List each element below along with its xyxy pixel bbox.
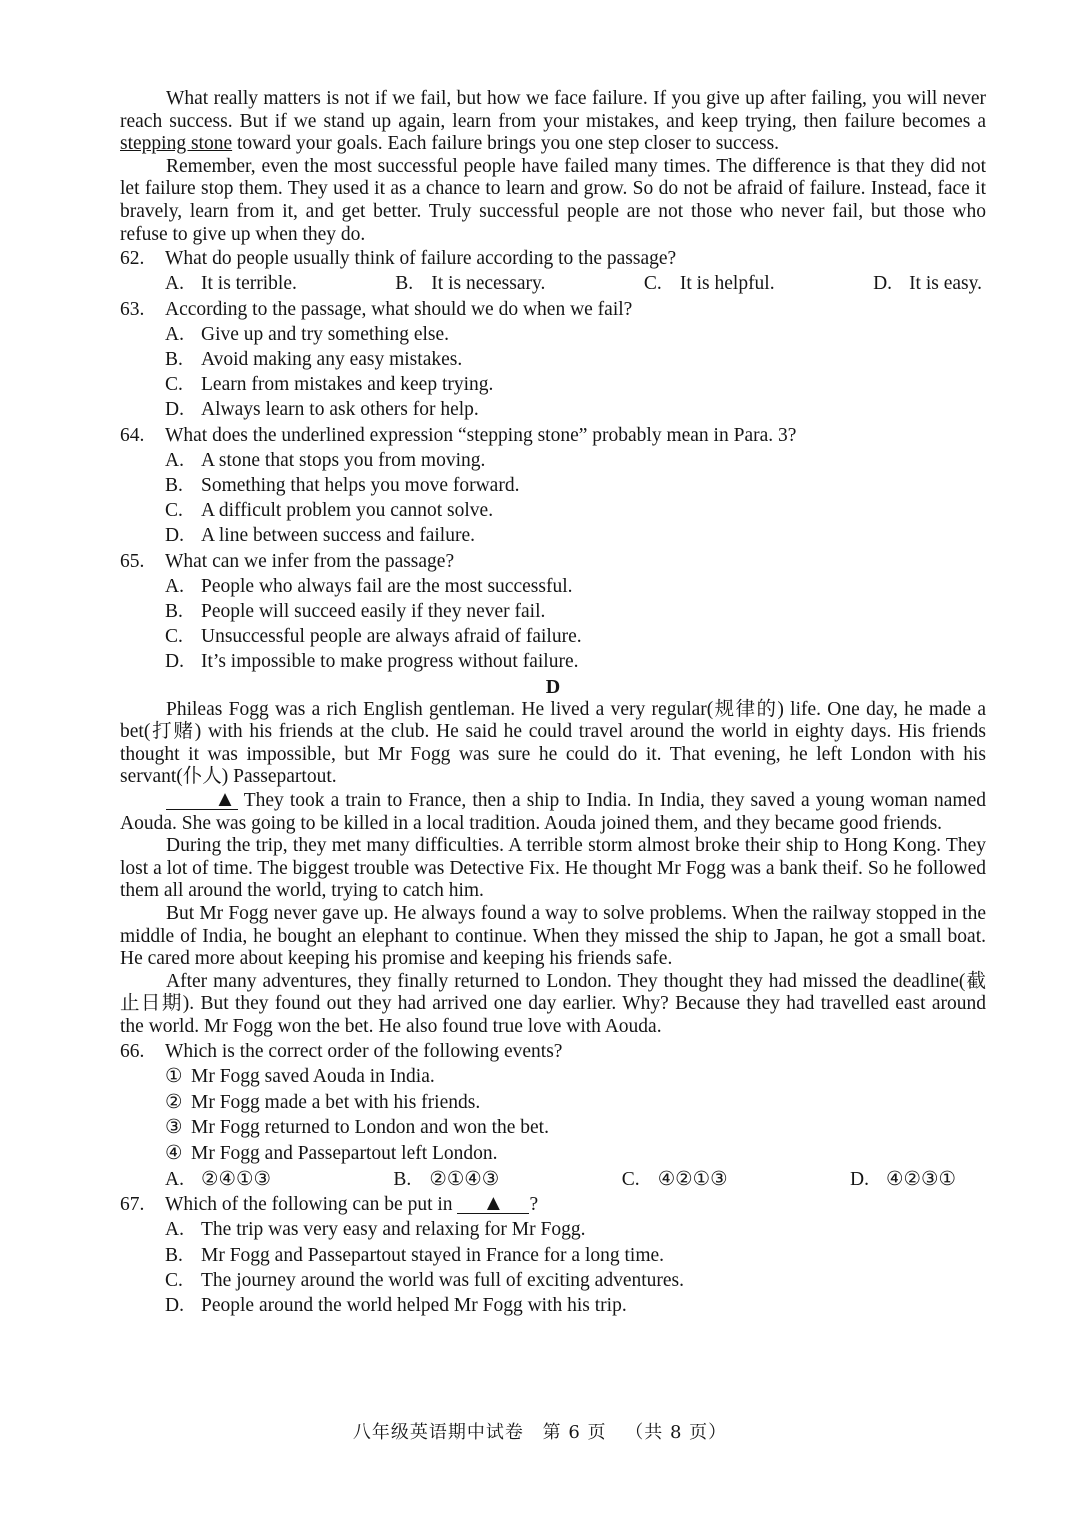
option-text: ②④①③ <box>201 1168 271 1190</box>
stem-text: ? <box>529 1194 539 1216</box>
question-number: 66. <box>120 1040 145 1062</box>
option-d[interactable] <box>165 397 986 422</box>
question-62 <box>120 246 986 296</box>
question-65 <box>120 549 986 675</box>
passage-c-paragraph-3 <box>120 88 986 156</box>
option-letter: B. <box>165 474 183 496</box>
question-stem: According to the passage, what should we do when we fail? <box>165 298 633 320</box>
option-a[interactable] <box>165 271 297 296</box>
passage-c-paragraph-4: Remember, even the most successful people have failed many times. The difference is that they did not let failure stop them. They used it as a chance to learn and grow. So do not be afraid of failure. Instead, face it bravely, learn from it, and get better. Truly successful people are not those who never fail, but those who refuse to give up when they do. <box>120 155 986 245</box>
section-d-heading: D <box>545 675 561 698</box>
option-c[interactable] <box>165 498 986 523</box>
option-b[interactable] <box>393 1167 499 1192</box>
option-letter: D. <box>850 1168 869 1190</box>
question-67 <box>120 1192 986 1318</box>
option-text: It’s impossible to make progress without failure. <box>201 651 579 673</box>
option-b[interactable] <box>165 1243 986 1268</box>
option-letter: C. <box>165 500 183 522</box>
paragraph-text: They took a train to France, then a ship to India. In India, they saved a young woman named Aouda. She was going to be killed in a local tradition. Aouda joined them, and they became good friends. <box>120 789 986 834</box>
question-number: 65. <box>120 550 145 572</box>
option-letter: D. <box>165 1294 184 1316</box>
option-a[interactable] <box>165 1167 271 1192</box>
event-text: Mr Fogg returned to London and won the bet. <box>191 1117 549 1139</box>
option-d[interactable] <box>165 1293 986 1318</box>
option-text: A line between success and failure. <box>201 525 475 547</box>
blank-marker: ▲ <box>457 1193 529 1214</box>
event-item <box>120 1064 986 1090</box>
content-column <box>120 88 986 1318</box>
paragraph-text: toward your goals. Each failure brings you one step closer to success. <box>237 133 780 155</box>
option-text: The trip was very easy and relaxing for Mr Fogg. <box>201 1219 586 1241</box>
option-text: Avoid making any easy mistakes. <box>201 348 463 370</box>
option-d[interactable] <box>850 1167 956 1192</box>
question-number: 64. <box>120 424 145 446</box>
option-a[interactable] <box>165 448 986 473</box>
option-a[interactable] <box>165 574 986 599</box>
event-item <box>120 1115 986 1141</box>
question-66 <box>120 1039 986 1193</box>
option-c[interactable] <box>165 624 986 649</box>
question-stem: What do people usually think of failure according to the passage? <box>165 248 677 270</box>
question-number: 62. <box>120 248 145 270</box>
event-item <box>120 1141 986 1167</box>
passage-d-paragraph-5: After many adventures, they finally returned to London. They thought they had missed the deadline(截止日期). But they found out they had arrived one day earlier. Why? Because they had travelled east around the world. Mr Fogg won the bet. He also found true love with Aouda. <box>120 970 986 1037</box>
option-letter: B. <box>165 601 183 622</box>
passage-d-paragraph-1: Phileas Fogg was a rich English gentleman. He lived a very regular(规律的) life. One day, he made a bet(打赌) with his friends at the club. He said he could travel around the world in eighty days. His friends thought it was impossible, but Mr Fogg was sure he could do it. That evening, he left London with his servant(仆人) Passepartout. <box>120 698 986 788</box>
event-mark: ② <box>165 1091 183 1113</box>
option-d[interactable] <box>165 523 986 548</box>
option-text: ②①④③ <box>429 1168 500 1190</box>
option-text: It is easy. <box>909 273 982 295</box>
event-text: Mr Fogg and Passepartout left London. <box>191 1143 498 1165</box>
option-text: Unsuccessful people are always afraid of failure. <box>201 626 582 648</box>
option-letter: B. <box>393 1168 412 1190</box>
option-text: ④②①③ <box>657 1168 728 1190</box>
exam-title: 八年级英语期中试卷 <box>352 1422 524 1443</box>
blank-marker: ▲ <box>166 789 238 810</box>
option-text: It is helpful. <box>679 273 775 295</box>
option-text: Give up and try something else. <box>201 323 450 345</box>
option-text: People will succeed easily if they never fail. <box>201 601 546 622</box>
page-footer <box>0 1418 1080 1444</box>
option-text: People around the world helped Mr Fogg with his trip. <box>201 1294 627 1316</box>
option-c[interactable] <box>622 1167 728 1192</box>
option-text: A difficult problem you cannot solve. <box>201 500 494 522</box>
option-letter: D. <box>165 525 184 547</box>
option-letter: D. <box>873 273 893 295</box>
option-letter: B. <box>165 1244 183 1266</box>
question-64 <box>120 423 986 549</box>
option-text: Mr Fogg and Passepartout stayed in France for a long time. <box>201 1244 665 1266</box>
event-mark: ④ <box>165 1143 183 1165</box>
option-text: A stone that stops you from moving. <box>201 449 486 471</box>
option-letter: A. <box>165 449 184 471</box>
underlined-expression: stepping stone <box>120 133 233 155</box>
option-letter: A. <box>165 575 184 597</box>
question-number: 63. <box>120 298 145 320</box>
option-a[interactable] <box>165 322 986 347</box>
event-item <box>120 1090 986 1116</box>
option-letter: C. <box>165 626 183 648</box>
option-a[interactable] <box>165 1217 986 1242</box>
event-text: Mr Fogg saved Aouda in India. <box>191 1065 435 1087</box>
option-text: Always learn to ask others for help. <box>201 399 479 421</box>
option-c[interactable] <box>165 1268 986 1293</box>
option-b[interactable] <box>165 347 986 372</box>
option-letter: C. <box>165 374 183 396</box>
option-letter: C. <box>621 1168 640 1190</box>
question-stem: What does the underlined expression “stepping stone” probably mean in Para. 3? <box>165 424 797 446</box>
passage-d-paragraph-3: During the trip, they met many difficulties. A terrible storm almost broke their ship to Hong Kong. They lost a lot of time. The biggest trouble was Detective Fix. He thought Mr Fogg was a bank theif. So he followed them all around the world, trying to catch him. <box>120 835 986 902</box>
option-letter: A. <box>165 273 184 295</box>
passage-d-paragraph-2 <box>120 785 986 835</box>
option-d[interactable] <box>165 649 986 674</box>
option-b[interactable] <box>165 599 986 624</box>
option-letter: B. <box>165 348 183 370</box>
option-letter: B. <box>395 273 414 295</box>
question-number: 67. <box>120 1194 145 1216</box>
option-c[interactable] <box>644 271 775 296</box>
stem-text: Which of the following can be put in <box>165 1194 453 1216</box>
option-text: ④②③① <box>886 1168 956 1190</box>
question-stem: Which is the correct order of the following events? <box>165 1040 563 1062</box>
option-b[interactable] <box>395 271 545 296</box>
option-text: Learn from mistakes and keep trying. <box>201 374 494 396</box>
option-letter: D. <box>165 399 184 421</box>
passage-d-paragraph-4: But Mr Fogg never gave up. He always found a way to solve problems. When the railway stopped in the middle of India, he bought an elephant to continue. When they missed the ship to Japan, he got a small boat. He cared more about keeping his promise and keeping his friends safe. <box>120 902 986 970</box>
option-letter: C. <box>165 1269 183 1291</box>
event-text: Mr Fogg made a bet with his friends. <box>191 1091 481 1113</box>
event-mark: ③ <box>165 1117 183 1139</box>
paragraph-text: What really matters is not if we fail, but how we face failure. If you give up after failing, you will never reach success. But if we stand up again, learn from your mistakes, and keep trying, then failure becomes a <box>120 88 986 132</box>
option-text: It is terrible. <box>201 273 297 295</box>
option-letter: A. <box>165 323 184 345</box>
question-stem: What can we infer from the passage? <box>165 550 455 572</box>
page-number: 第 6 页 <box>542 1422 607 1443</box>
option-letter: D. <box>165 651 184 673</box>
option-letter: A. <box>165 1168 184 1190</box>
option-text: The journey around the world was full of exciting adventures. <box>201 1269 685 1291</box>
option-letter: C. <box>643 273 662 295</box>
option-letter: A. <box>165 1219 184 1241</box>
option-text: It is necessary. <box>431 273 546 295</box>
event-mark: ① <box>165 1065 183 1087</box>
option-d[interactable] <box>873 271 982 296</box>
option-text: People who always fail are the most successful. <box>201 575 573 597</box>
question-stem <box>165 1192 538 1217</box>
option-text: Something that helps you move forward. <box>201 474 520 496</box>
option-b[interactable] <box>165 473 986 498</box>
question-63 <box>120 297 986 423</box>
page-total: （共 8 页） <box>625 1422 728 1443</box>
option-c[interactable] <box>165 372 986 397</box>
